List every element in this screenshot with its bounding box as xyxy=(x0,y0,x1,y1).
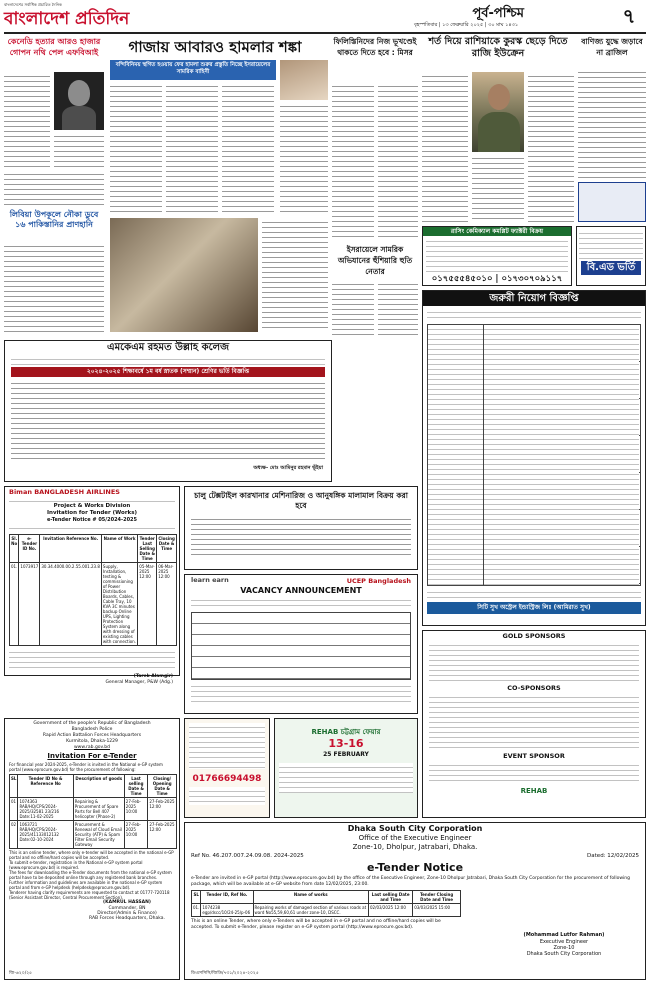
palestine-text-a xyxy=(332,82,374,240)
dscc-signer-title-2: Zone-10 xyxy=(553,945,575,951)
dscc-ref: Ref No. 46.207.007.24.09.08. 2024-2025 xyxy=(191,853,304,859)
dscc-zone: Zone-10, Dholpur, Jatrabari, Dhaka. xyxy=(352,843,478,851)
rab-col-desc: Description of goods xyxy=(73,775,124,798)
rab-note-1: This is an online tender, where only e-tender will be accepted in the national e-GP portal and no offline/hard copies will be accepted. xyxy=(9,850,174,860)
bed-title: বি.এড ভর্তি xyxy=(581,261,641,275)
ukraine-text-b xyxy=(472,154,524,222)
table-row: 01. 1073917 30.34.4000.00.2.55.001.23.8 Supply, Installation, testing & commissioning of Power Distribution Boards, Cables, Cable Tray, 10 KVA 3C minutes backup Online UPS, Lighting Protection System along with dressing of existing cables with connection. 05-Mar-2025 12:00 06-Mar-2025 12:00 xyxy=(10,563,177,646)
rab-gov: Government of the people's Republic of Bangladesh xyxy=(33,721,151,726)
gaza-text-c xyxy=(222,82,274,214)
date-line: বৃহস্পতিবার | ১৩ ফেব্রুয়ারি ২০২৫ | ৩০ মাঘ ১৪৩১ xyxy=(414,22,519,28)
biman-col-id: e-Tender ID No. xyxy=(19,535,40,563)
kennedy-text-c xyxy=(4,170,104,206)
rab-tender xyxy=(4,718,180,980)
dscc-title: e-Tender Notice xyxy=(366,861,464,874)
rab-signer-title-2: Director(Admin & Finance) xyxy=(97,911,157,916)
biman-signer-title: General Manager, P&W (Adg.) xyxy=(105,680,173,685)
masthead-rule xyxy=(4,32,646,34)
rab-col-close: Closing/ Opening Date & Time xyxy=(148,775,177,798)
kennedy-headline: কেনেডি হত্যার আরও হাজার গোপন নথি পেল এফবিআই xyxy=(7,37,101,57)
ukraine-headline: শর্ত দিয়ে রাশিয়াকে কুরস্ক ছেড়ে দিতে রাজি ইউক্রেন xyxy=(428,36,568,59)
gaza-text-b xyxy=(166,82,218,214)
palestine-headline: ফিলিস্তিনিদের নিজ ভূখণ্ডেই থাকতে দিতে হবে : মিসর xyxy=(333,37,417,57)
rab-intro: For financial year 2024-2025, e-Tender is invited in the National e-GP system portal (www.eprocure.gov.bd) for the procurement of following: xyxy=(9,762,163,772)
dscc-signer-title-1: Executive Engineer xyxy=(539,939,589,945)
dscc-col-sell: Last selling Date and Time xyxy=(369,891,413,904)
zelensky-photo xyxy=(472,72,524,152)
chemical-ad xyxy=(422,226,572,286)
event-sponsor-label: EVENT SPONSOR xyxy=(503,752,565,760)
dscc-col-sl: SL xyxy=(192,891,201,904)
biman-table xyxy=(9,534,177,646)
recruitment-footer: সিটি সুখ অস্ট্রেল ইন্ডাস্ট্রিজ লিঃ (আমিরাত সুখ) xyxy=(427,602,641,614)
textile-ad xyxy=(184,486,418,570)
recruitment-table xyxy=(427,324,641,586)
gaza-text-e xyxy=(262,218,328,332)
table-row: 01. 1074238 egp/dscc/10/24-25/p-06 Repairing works of damaged section of various roads at ward No55,59,60,61 under zone-10, DSCC. 02/03/2025 12:00 03/03/2025 15:00 xyxy=(192,904,461,917)
table-row: 02 1063721 RAB/HQ/CPS/2024-2025/41133012132 Date:02-10-2024 Procurement & Renewal of Cloud Email Security (ATP) & Spam Filter Email Security Gateway 27-Feb-2025 10:00 27-Feb-2025 12:00 xyxy=(11,822,175,847)
biman-col-work: Name of Work xyxy=(101,535,137,563)
bed-admission-ad xyxy=(576,226,646,286)
gaza-text-d xyxy=(280,102,328,214)
co-sponsors-label: CO-SPONSORS xyxy=(507,684,561,692)
kennedy-text-b xyxy=(54,132,104,168)
rab-code: জি-৬২০/২৫ xyxy=(9,971,33,976)
textile-ad-title: চালু টেক্সটাইল কারখানার মেশিনারিজ ও আনুষঙ্গিক মালামাল বিক্রয় করা হবে xyxy=(194,491,408,510)
recruitment-title: জরুরী নিয়োগ বিজ্ঞপ্তি xyxy=(423,291,645,306)
college-ad xyxy=(4,340,332,482)
trade-text xyxy=(578,68,646,180)
ukraine-text-c xyxy=(528,72,574,222)
gaza-headline: গাজায় আবারও হামলার শঙ্কা xyxy=(128,38,302,56)
rab-note-4: Further information and guidelines are available in the national e-GP system portal and from e-GP helpdesk (helpdesk@eprocure.gov.bd). xyxy=(9,880,163,890)
ucep-slogan: learn earn xyxy=(191,576,229,584)
realestate-ad xyxy=(184,718,270,818)
dscc-name: Dhaka South City Corporation xyxy=(347,824,483,833)
page-number: ৭ xyxy=(622,4,636,28)
gold-sponsors-label: GOLD SPONSORS xyxy=(502,632,566,640)
rab-note-3: The fees for downloading the e-Tender documents from the national e-GP system portal have to be deposited online through any registered bank branches. xyxy=(9,870,172,880)
college-name: এমকেএম রহমত উল্লাহ কলেজ xyxy=(106,342,230,353)
dscc-col-works: Name of works xyxy=(253,891,369,904)
dscc-table xyxy=(191,890,461,917)
kennedy-text-a xyxy=(4,72,50,168)
ucep-brand: UCEP Bangladesh xyxy=(346,577,411,585)
gaza-inset-photo xyxy=(280,60,328,100)
rab-table xyxy=(9,774,177,849)
kennedy-photo xyxy=(54,72,104,130)
libya-headline: লিবিয়া উপকূলে নৌকা ডুবে ১৬ পাকিস্তানির প্রাণহানি xyxy=(9,210,99,229)
biman-col-ref: Invitation Reference No. xyxy=(40,535,102,563)
college-principal: অধ্যক্ষ- মোঃ আমিনুর রহমান ভূঁইয়া xyxy=(253,465,323,471)
dscc-tender xyxy=(184,822,646,980)
rab-web[interactable]: www.rab.gov.bd xyxy=(73,745,111,750)
small-box-ad xyxy=(578,182,646,222)
rab-police: Bangladesh Police xyxy=(71,727,113,732)
logo-tagline: বাংলাদেশের সর্বাধিক প্রচারিত দৈনিক xyxy=(4,2,62,7)
biman-subheading: Invitation for Tender (Works) xyxy=(47,510,137,516)
biman-brand: Biman BANGLADESH AIRLINES xyxy=(9,488,120,496)
biman-tender xyxy=(4,486,180,685)
rehab-dates: 13-16 xyxy=(328,737,364,750)
rab-signer-title-3: RAB Forces Headquarters, Dhaka. xyxy=(89,916,165,921)
dscc-signer-title-3: Dhaka South City Corporation xyxy=(526,951,602,957)
israel-headline: ইসরায়েলে সামরিক অভিযানের হুঁশিয়ারি হুতি নেতার xyxy=(337,245,413,276)
rab-col-sell: Last selling Date & Time xyxy=(124,775,148,798)
ucep-ad xyxy=(184,574,418,714)
rab-location: Kurmitola, Dhaka-1229 xyxy=(66,739,118,744)
trade-headline: বাণিজ্য যুদ্ধে জড়াবে না ব্রাজিল xyxy=(581,37,643,57)
israel-text-a xyxy=(332,280,374,336)
dscc-note: This is an online Tender, where only e-Tenders will be accepted in e-GP portal and no offline/hard copies will be accepted. To submit e-Tender, please register on e-GP system portal (http://www.eprocure.gov.bd). xyxy=(191,919,441,930)
biman-notice-title: e-Tender Notice # 05/2024-2025 xyxy=(46,517,138,523)
dscc-office: Office of the Executive Engineer xyxy=(358,834,472,842)
rab-col-id: Tender ID No & Reference No xyxy=(18,775,73,798)
dscc-signer: (Mohammad Lutfor Rahman) xyxy=(523,932,605,938)
rab-note-5: Tenderer having clarify requirements are requested to contact at 01777-720118 (Senior Assistant Director, Central Procurement Section). xyxy=(9,890,170,900)
israel-text-b xyxy=(378,280,418,336)
biman-signer: (Tarek Alamgir) xyxy=(133,674,173,679)
gaza-text-a xyxy=(110,82,162,214)
rehab-fair-ad xyxy=(274,718,418,818)
dscc-col-id: Tender ID, Ref No. xyxy=(201,891,253,904)
rab-note-2: To submit e-tender, registration in the National e-GP system portal (www.eprocure.gov.bd) is required. xyxy=(9,860,143,870)
ukraine-text-a xyxy=(422,72,468,222)
edition-label: পূর্ব-পশ্চিম xyxy=(472,6,524,21)
rab-unit: Rapid Action Battalion Forces Headquarters xyxy=(42,733,142,738)
table-row: 01 1074363 RAB/HQ/CPS/2024-2025/32581 23/216 Date:11-02-2025 Repairing & Procurement of Spare Parts for Bell 407 helicopter (Phase-2) 27-Feb-2025 10:00 27-Feb-2025 12:00 xyxy=(11,799,175,819)
rab-title: Invitation For e-Tender xyxy=(47,752,137,760)
gaza-main-photo xyxy=(110,218,258,332)
libya-text xyxy=(4,242,104,334)
rehab-footer-label: REHAB xyxy=(520,787,548,795)
realestate-phone: 01766694498 xyxy=(192,774,262,784)
biman-col-sl: Sl. No xyxy=(10,535,19,563)
palestine-text-b xyxy=(378,82,418,240)
biman-heading: Project & Works Division xyxy=(53,503,131,509)
gaza-subhead: বন্দিবিনিময় স্থগিত হওয়ায় ফের হামলা শুরুর প্রস্তুতি নিচ্ছে ইসরায়েলের সামরিক বাহিনী xyxy=(110,60,276,80)
sponsors-ad xyxy=(422,630,646,818)
chemical-ad-title: রাসিং কেমিক্যাল কমপ্লিট ফ্যাক্টরী বিক্রয় xyxy=(423,227,571,236)
rab-col-sl: SL xyxy=(10,775,18,798)
rab-signer: (KAMRUL HASSAN) xyxy=(103,900,151,905)
newspaper-logo: বাংলাদেশ প্রতিদিন xyxy=(4,9,130,29)
dscc-code: ডিএসসিসি/জিডি/৭৩১/২০২৪-২০২৫ xyxy=(191,971,259,976)
ucep-table xyxy=(191,612,411,680)
chemical-ad-phone: ০১৭৫৫৫৪৫০১০ | ০১৭৩০৭০৯১১৭ xyxy=(431,274,563,284)
dscc-col-close: Tender Closing Date and Time xyxy=(413,891,461,904)
college-admission-title: ২০২৪-২০২৫ শিক্ষাবর্ষে ১ম বর্ষ স্নাতক (সম্মান) শ্রেণির ভর্তি বিজ্ঞপ্তি xyxy=(11,367,325,377)
rab-signer-title-1: Commander, BN xyxy=(108,906,146,911)
dscc-intro: e-Tender are invited in e-GP portal (http://www.eprocure.gov.bd) by the office of the Executive Engineer, Zone-10 Dholpur Jatrabari, Dhaka South City Corporation for the procurement of following package, which will be available at e-GP website from date 12/02/2025, 23:00. xyxy=(191,876,631,887)
ucep-title: VACANCY ANNOUNCEMENT xyxy=(240,586,362,595)
recruitment-notice xyxy=(422,290,646,626)
rehab-month: 25 FEBRUARY xyxy=(323,751,369,758)
biman-col-sell: Tender Last Selling Date & Time xyxy=(139,536,155,561)
dscc-dated: Dated: 12/02/2025 xyxy=(587,853,639,859)
rehab-fair-title: REHAB চট্টগ্রাম ফেয়ার xyxy=(311,728,381,736)
biman-col-close: Closing Date & Time xyxy=(157,535,177,563)
